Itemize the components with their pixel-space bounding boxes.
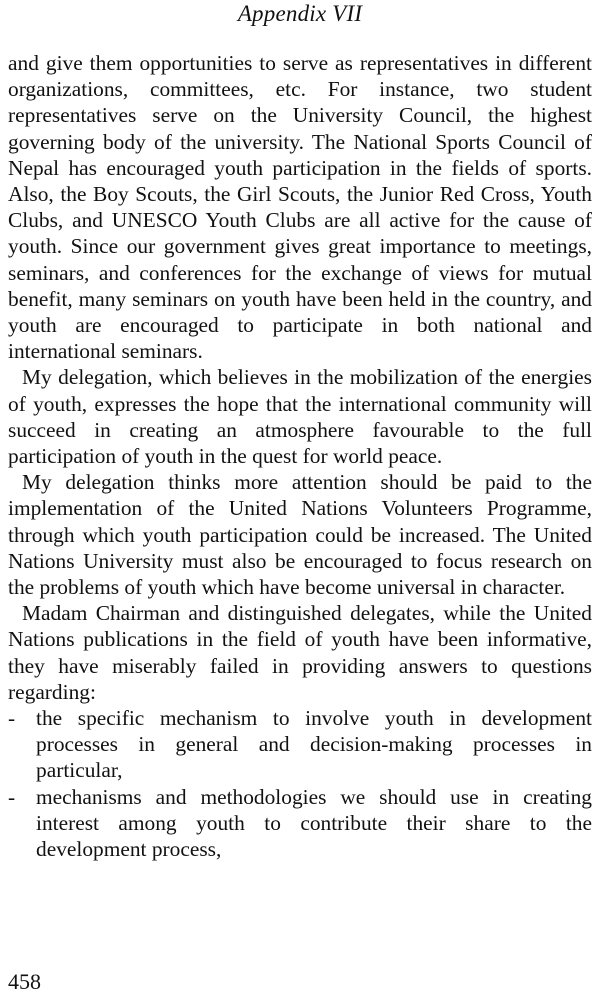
- list-item: [8, 784, 592, 863]
- running-head: Appendix VII: [237, 1, 363, 26]
- list-item-text: the specific mechanism to involve youth in development processes in general and decision-making processes in particular,: [36, 706, 592, 783]
- list-item: [8, 705, 592, 784]
- paragraph-continued: and give them opportunities to serve as representatives in different organizations, committees, etc. For instance, two student representatives serve on the University Council, the highest governing body of the university. The National Sports Council of Nepal has encouraged youth participation in the fields of sports. Also, the Boy Scouts, the Girl Scouts, the Junior Red Cross, Youth Clubs, and UNESCO Youth Clubs are all active for the cause of youth. Since our government gives great importance to meetings, seminars, and conferences for the exchange of views for mutual benefit, many seminars on youth have been held in the country, and youth are encouraged to participate in both national and international seminars.: [8, 51, 592, 364]
- dash-list: [8, 705, 592, 862]
- page-number: 458: [8, 969, 41, 994]
- paragraph: Madam Chairman and distinguished delegates, while the United Nations publications in the field of youth have been informative, they have miserably failed in providing answers to questions regarding:: [8, 601, 592, 704]
- paragraph: My delegation, which believes in the mobilization of the energies of youth, expresses the hope that the international community will succeed in creating an atmosphere favourable to the full participation of youth in the quest for world peace.: [8, 365, 592, 469]
- dash-bullet: -: [8, 784, 16, 809]
- dash-bullet: -: [8, 706, 16, 731]
- body-text: [8, 50, 592, 862]
- list-item-text: mechanisms and methodologies we should use in creating interest among youth to contribute their share to the development process,: [36, 784, 592, 862]
- paragraph: My delegation thinks more attention should be paid to the implementation of the United Nations Volunteers Programme, through which youth participation could be increased. The United Nations University must also be encouraged to focus research on the problems of youth which have become universal in character.: [8, 470, 592, 600]
